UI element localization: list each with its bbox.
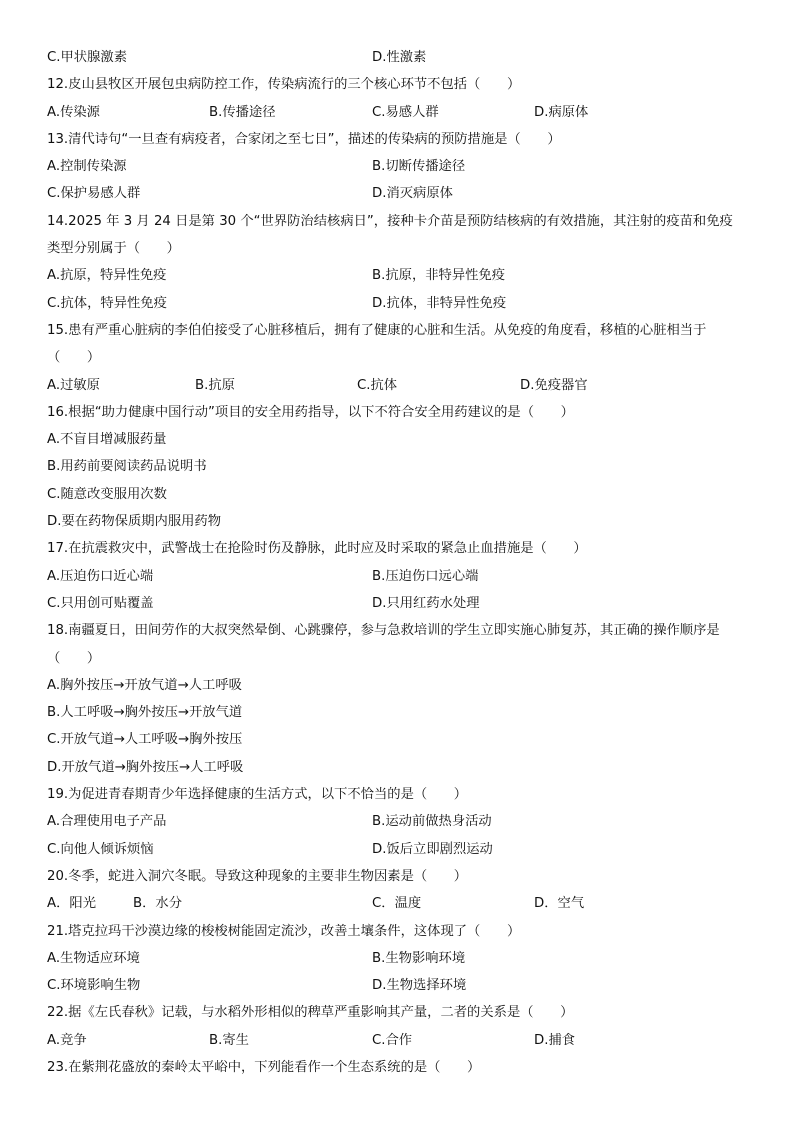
option-d: D.消灭病原体: [372, 186, 453, 202]
option-d: D.只用红药水处理: [372, 595, 480, 611]
option-b: B．水分: [133, 896, 183, 912]
question-19-options-cd: [47, 836, 757, 863]
question-14-options-cd: [47, 290, 757, 317]
question-18-stem-line1: 18.南疆夏日，田间劳作的大叔突然晕倒、心跳骤停，参与急救培训的学生立即实施心肺复苏，其正确的操作顺序是: [47, 623, 720, 639]
option-c: C.抗体，特异性免疫: [47, 295, 167, 311]
option-a: A.控制传染源: [47, 159, 127, 175]
question-20-options: [47, 890, 757, 917]
option-a: A.传染源: [47, 104, 100, 120]
question-14-stem-line2: 类型分别属于（ ）: [47, 241, 180, 257]
question-18-stem-line2: （ ）: [47, 650, 101, 666]
question-15-options: [47, 372, 757, 399]
option-b: B.寄生: [209, 1032, 249, 1048]
option-c: C．温度: [372, 896, 422, 912]
option-b: B.传播途径: [209, 104, 276, 120]
question-18-option-d: D.开放气道→胸外按压→人工呼吸: [47, 759, 244, 775]
option-b: B.抗原，非特异性免疫: [372, 268, 506, 284]
option-c: C.环境影响生物: [47, 978, 141, 994]
question-14-options-ab: [47, 262, 757, 289]
option-b: B.生物影响环境: [372, 950, 466, 966]
option-a: A.过敏原: [47, 377, 100, 393]
option-d: D.生物选择环境: [372, 978, 467, 994]
option-d: D.饭后立即剧烈运动: [372, 841, 493, 857]
question-13-options-cd: [47, 180, 757, 207]
question-21-options-ab: [47, 945, 757, 972]
option-b: B.抗原: [195, 377, 235, 393]
option-d: D.病原体: [534, 104, 589, 120]
option-a: A.压迫伤口近心端: [47, 568, 154, 584]
question-13-stem: 13.清代诗句“一旦查有病疫者，合家闭之至七日”，描述的传染病的预防措施是（ ）: [47, 131, 561, 147]
option-a: A.抗原，特异性免疫: [47, 268, 167, 284]
question-17-options-ab: [47, 563, 757, 590]
question-12-options: [47, 99, 757, 126]
question-16-option-d: D.要在药物保质期内服用药物: [47, 514, 222, 530]
question-23-stem: 23.在紫荆花盛放的秦岭太平峪中，下列能看作一个生态系统的是（ ）: [47, 1059, 481, 1075]
option-c: C.合作: [372, 1032, 413, 1048]
question-16-option-b: B.用药前要阅读药品说明书: [47, 459, 207, 475]
question-22-stem: 22.据《左氏春秋》记载，与水稻外形相似的稗草严重影响其产量，二者的关系是（ ）: [47, 1005, 574, 1021]
question-12-stem: 12.皮山县牧区开展包虫病防控工作，传染病流行的三个核心环节不包括（ ）: [47, 77, 521, 93]
option-b: B.压迫伤口远心端: [372, 568, 479, 584]
question-18-option-c: C.开放气道→人工呼吸→胸外按压: [47, 732, 243, 748]
question-16-option-a: A.不盲目增减服药量: [47, 432, 167, 448]
question-17-options-cd: [47, 590, 757, 617]
option-a: A.合理使用电子产品: [47, 814, 167, 830]
option-d: D.捕食: [534, 1032, 576, 1048]
question-21-stem: 21.塔克拉玛干沙漠边缘的梭梭树能固定流沙，改善土壤条件，这体现了（ ）: [47, 923, 521, 939]
question-19-options-ab: [47, 808, 757, 835]
question-18-option-a: A.胸外按压→开放气道→人工呼吸: [47, 677, 242, 693]
option-c: C.抗体: [357, 377, 398, 393]
option-b: B.切断传播途径: [372, 159, 466, 175]
question-22-options: [47, 1027, 757, 1054]
option-d: D.性激素: [372, 50, 427, 65]
question-16-stem: 16.根据“助力健康中国行动”项目的安全用药指导，以下不符合安全用药建议的是（ ）: [47, 404, 574, 420]
question-13-options-ab: [47, 153, 757, 180]
question-15-stem-line1: 15.患有严重心脏病的李伯伯接受了心脏移植后，拥有了健康的心脏和生活。从免疫的角度看，移植的心脏相当于: [47, 322, 707, 338]
option-a: A.生物适应环境: [47, 950, 140, 966]
question-21-options-cd: [47, 972, 757, 999]
option-d: D.免疫器官: [520, 377, 588, 393]
option-c: C.甲状腺激素: [47, 50, 127, 65]
question-16-option-c: C.随意改变服用次数: [47, 486, 167, 502]
prev-question-options: [47, 44, 757, 71]
question-18-option-b: B.人工呼吸→胸外按压→开放气道: [47, 705, 243, 721]
option-d: D.抗体，非特异性免疫: [372, 295, 507, 311]
question-17-stem: 17.在抗震救灾中，武警战士在抢险时伤及静脉，此时应及时采取的紧急止血措施是（ ）: [47, 541, 587, 557]
question-14-stem-line1: 14.2025 年 3 月 24 日是第 30 个“世界防治结核病日”，接种卡介苗是预防结核病的有效措施，其注射的疫苗和免疫: [47, 213, 733, 229]
option-c: C.向他人倾诉烦恼: [47, 841, 154, 857]
option-b: B.运动前做热身活动: [372, 814, 492, 830]
question-20-stem: 20.冬季，蛇进入洞穴冬眠。导致这种现象的主要非生物因素是（ ）: [47, 868, 468, 884]
exam-page: [47, 44, 757, 1081]
option-d: D．空气: [534, 896, 585, 912]
question-19-stem: 19.为促进青春期青少年选择健康的生活方式，以下不恰当的是（ ）: [47, 787, 468, 803]
option-a: A.竞争: [47, 1032, 87, 1048]
question-15-stem-line2: （ ）: [47, 350, 101, 366]
option-c: C.只用创可贴覆盖: [47, 595, 154, 611]
option-c: C.保护易感人群: [47, 186, 141, 202]
option-c: C.易感人群: [372, 104, 439, 120]
option-a: A．阳光: [47, 896, 96, 912]
